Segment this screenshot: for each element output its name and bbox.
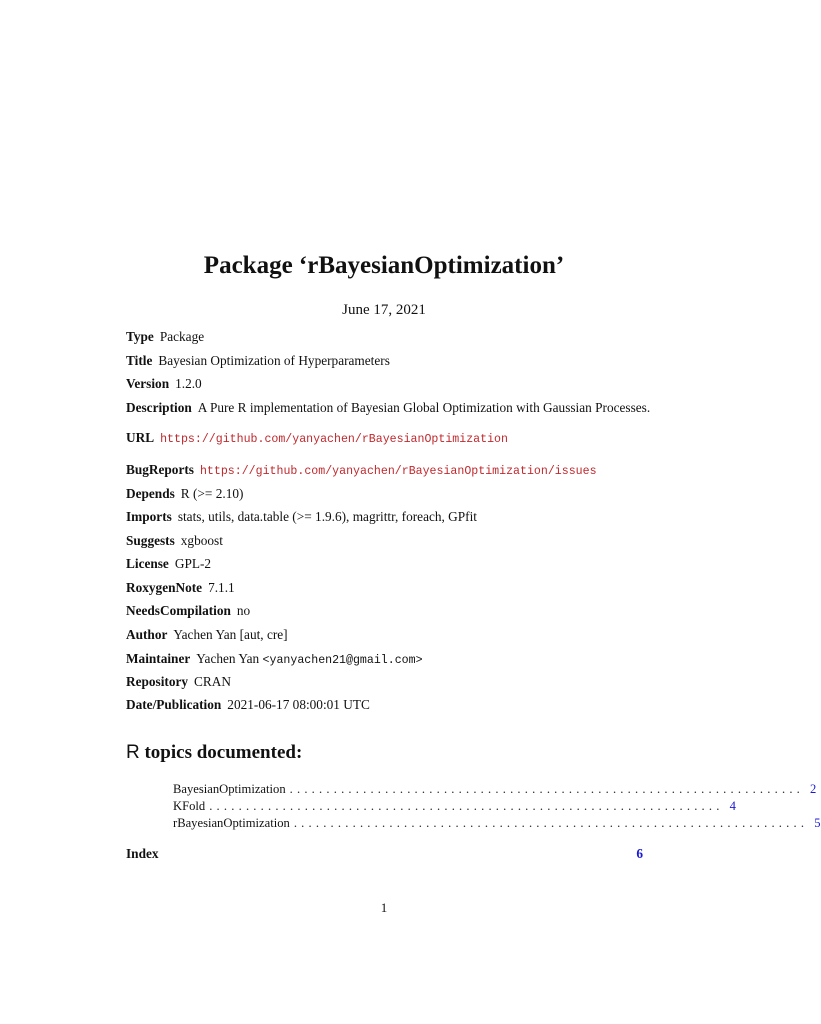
field-key: URL bbox=[126, 430, 155, 445]
page-number: 1 bbox=[380, 900, 388, 915]
field-imports bbox=[126, 509, 477, 525]
field-value: 1.2.0 bbox=[175, 376, 202, 391]
field-version bbox=[126, 376, 202, 392]
field-roxygennote bbox=[126, 580, 235, 596]
url-link[interactable]: https://github.com/yanyachen/rBayesianOptimization bbox=[160, 433, 508, 446]
field-maintainer bbox=[126, 651, 423, 667]
bugreports-link[interactable]: https://github.com/yanyachen/rBayesianOptimization/issues bbox=[199, 465, 597, 478]
toc-entry-name: KFold bbox=[173, 799, 206, 813]
field-author bbox=[126, 627, 288, 643]
field-license bbox=[126, 556, 211, 572]
field-value: stats, utils, data.table (>= 1.9.6), magrittr, foreach, GPfit bbox=[177, 509, 477, 524]
field-value: Yachen Yan [aut, cre] bbox=[173, 627, 288, 642]
toc-entry-name: rBayesianOptimization bbox=[173, 816, 290, 830]
index-entry[interactable] bbox=[126, 846, 643, 862]
field-url bbox=[126, 430, 508, 446]
topics-heading-text: topics documented: bbox=[144, 742, 303, 763]
package-title: Package ‘rBayesianOptimization’ bbox=[203, 252, 565, 279]
maintainer-name: Yachen Yan bbox=[196, 651, 260, 666]
field-key: Title bbox=[126, 353, 153, 368]
topics-heading bbox=[126, 742, 302, 764]
field-value: xgboost bbox=[180, 533, 223, 548]
field-key: License bbox=[126, 556, 169, 571]
field-value: R (>= 2.10) bbox=[180, 486, 244, 501]
field-description bbox=[126, 400, 650, 416]
field-key: NeedsCompilation bbox=[126, 603, 231, 618]
field-key: Description bbox=[126, 400, 192, 415]
maintainer-email: <yanyachen21@gmail.com> bbox=[262, 654, 423, 667]
field-value: Package bbox=[159, 329, 205, 344]
field-key: BugReports bbox=[126, 462, 194, 477]
field-value: 7.1.1 bbox=[208, 580, 235, 595]
field-date-publication bbox=[126, 697, 370, 713]
field-value: no bbox=[236, 603, 251, 618]
toc-entry-name: BayesianOptimization bbox=[173, 782, 286, 796]
field-type bbox=[126, 329, 204, 345]
field-key: Date/Publication bbox=[126, 697, 222, 712]
field-bugreports bbox=[126, 462, 597, 478]
field-value: CRAN bbox=[194, 674, 231, 689]
field-key: Depends bbox=[126, 486, 175, 501]
r-letter: R bbox=[126, 742, 140, 763]
toc-entry[interactable] bbox=[173, 816, 821, 831]
field-key: Maintainer bbox=[126, 651, 191, 666]
field-repository bbox=[126, 674, 231, 690]
field-value: GPL-2 bbox=[174, 556, 212, 571]
field-needscompilation bbox=[126, 603, 250, 619]
package-date: June 17, 2021 bbox=[342, 302, 426, 318]
field-key: Imports bbox=[126, 509, 172, 524]
field-value: Bayesian Optimization of Hyperparameters bbox=[158, 353, 390, 368]
toc-entry[interactable] bbox=[173, 782, 817, 797]
toc-entry[interactable] bbox=[173, 799, 736, 814]
field-key: Repository bbox=[126, 674, 189, 689]
toc-entry-page[interactable]: 4 bbox=[729, 799, 736, 813]
field-title bbox=[126, 353, 390, 369]
toc-entry-page[interactable]: 5 bbox=[814, 816, 821, 830]
index-label: Index bbox=[126, 846, 159, 861]
field-key: RoxygenNote bbox=[126, 580, 203, 595]
toc-leader: ...................................................................... bbox=[293, 816, 809, 830]
toc-leader: ...................................................................... bbox=[289, 782, 805, 796]
field-value: A Pure R implementation of Bayesian Global Optimization with Gaussian Processes. bbox=[197, 400, 651, 415]
field-key: Type bbox=[126, 329, 154, 344]
toc-entry-page[interactable]: 2 bbox=[810, 782, 817, 796]
toc-leader: ...................................................................... bbox=[209, 799, 724, 813]
index-page[interactable]: 6 bbox=[636, 846, 643, 861]
field-suggests bbox=[126, 533, 223, 549]
field-key: Version bbox=[126, 376, 170, 391]
field-key: Suggests bbox=[126, 533, 175, 548]
field-key: Author bbox=[126, 627, 168, 642]
field-depends bbox=[126, 486, 243, 502]
field-value: 2021-06-17 08:00:01 UTC bbox=[227, 697, 370, 712]
